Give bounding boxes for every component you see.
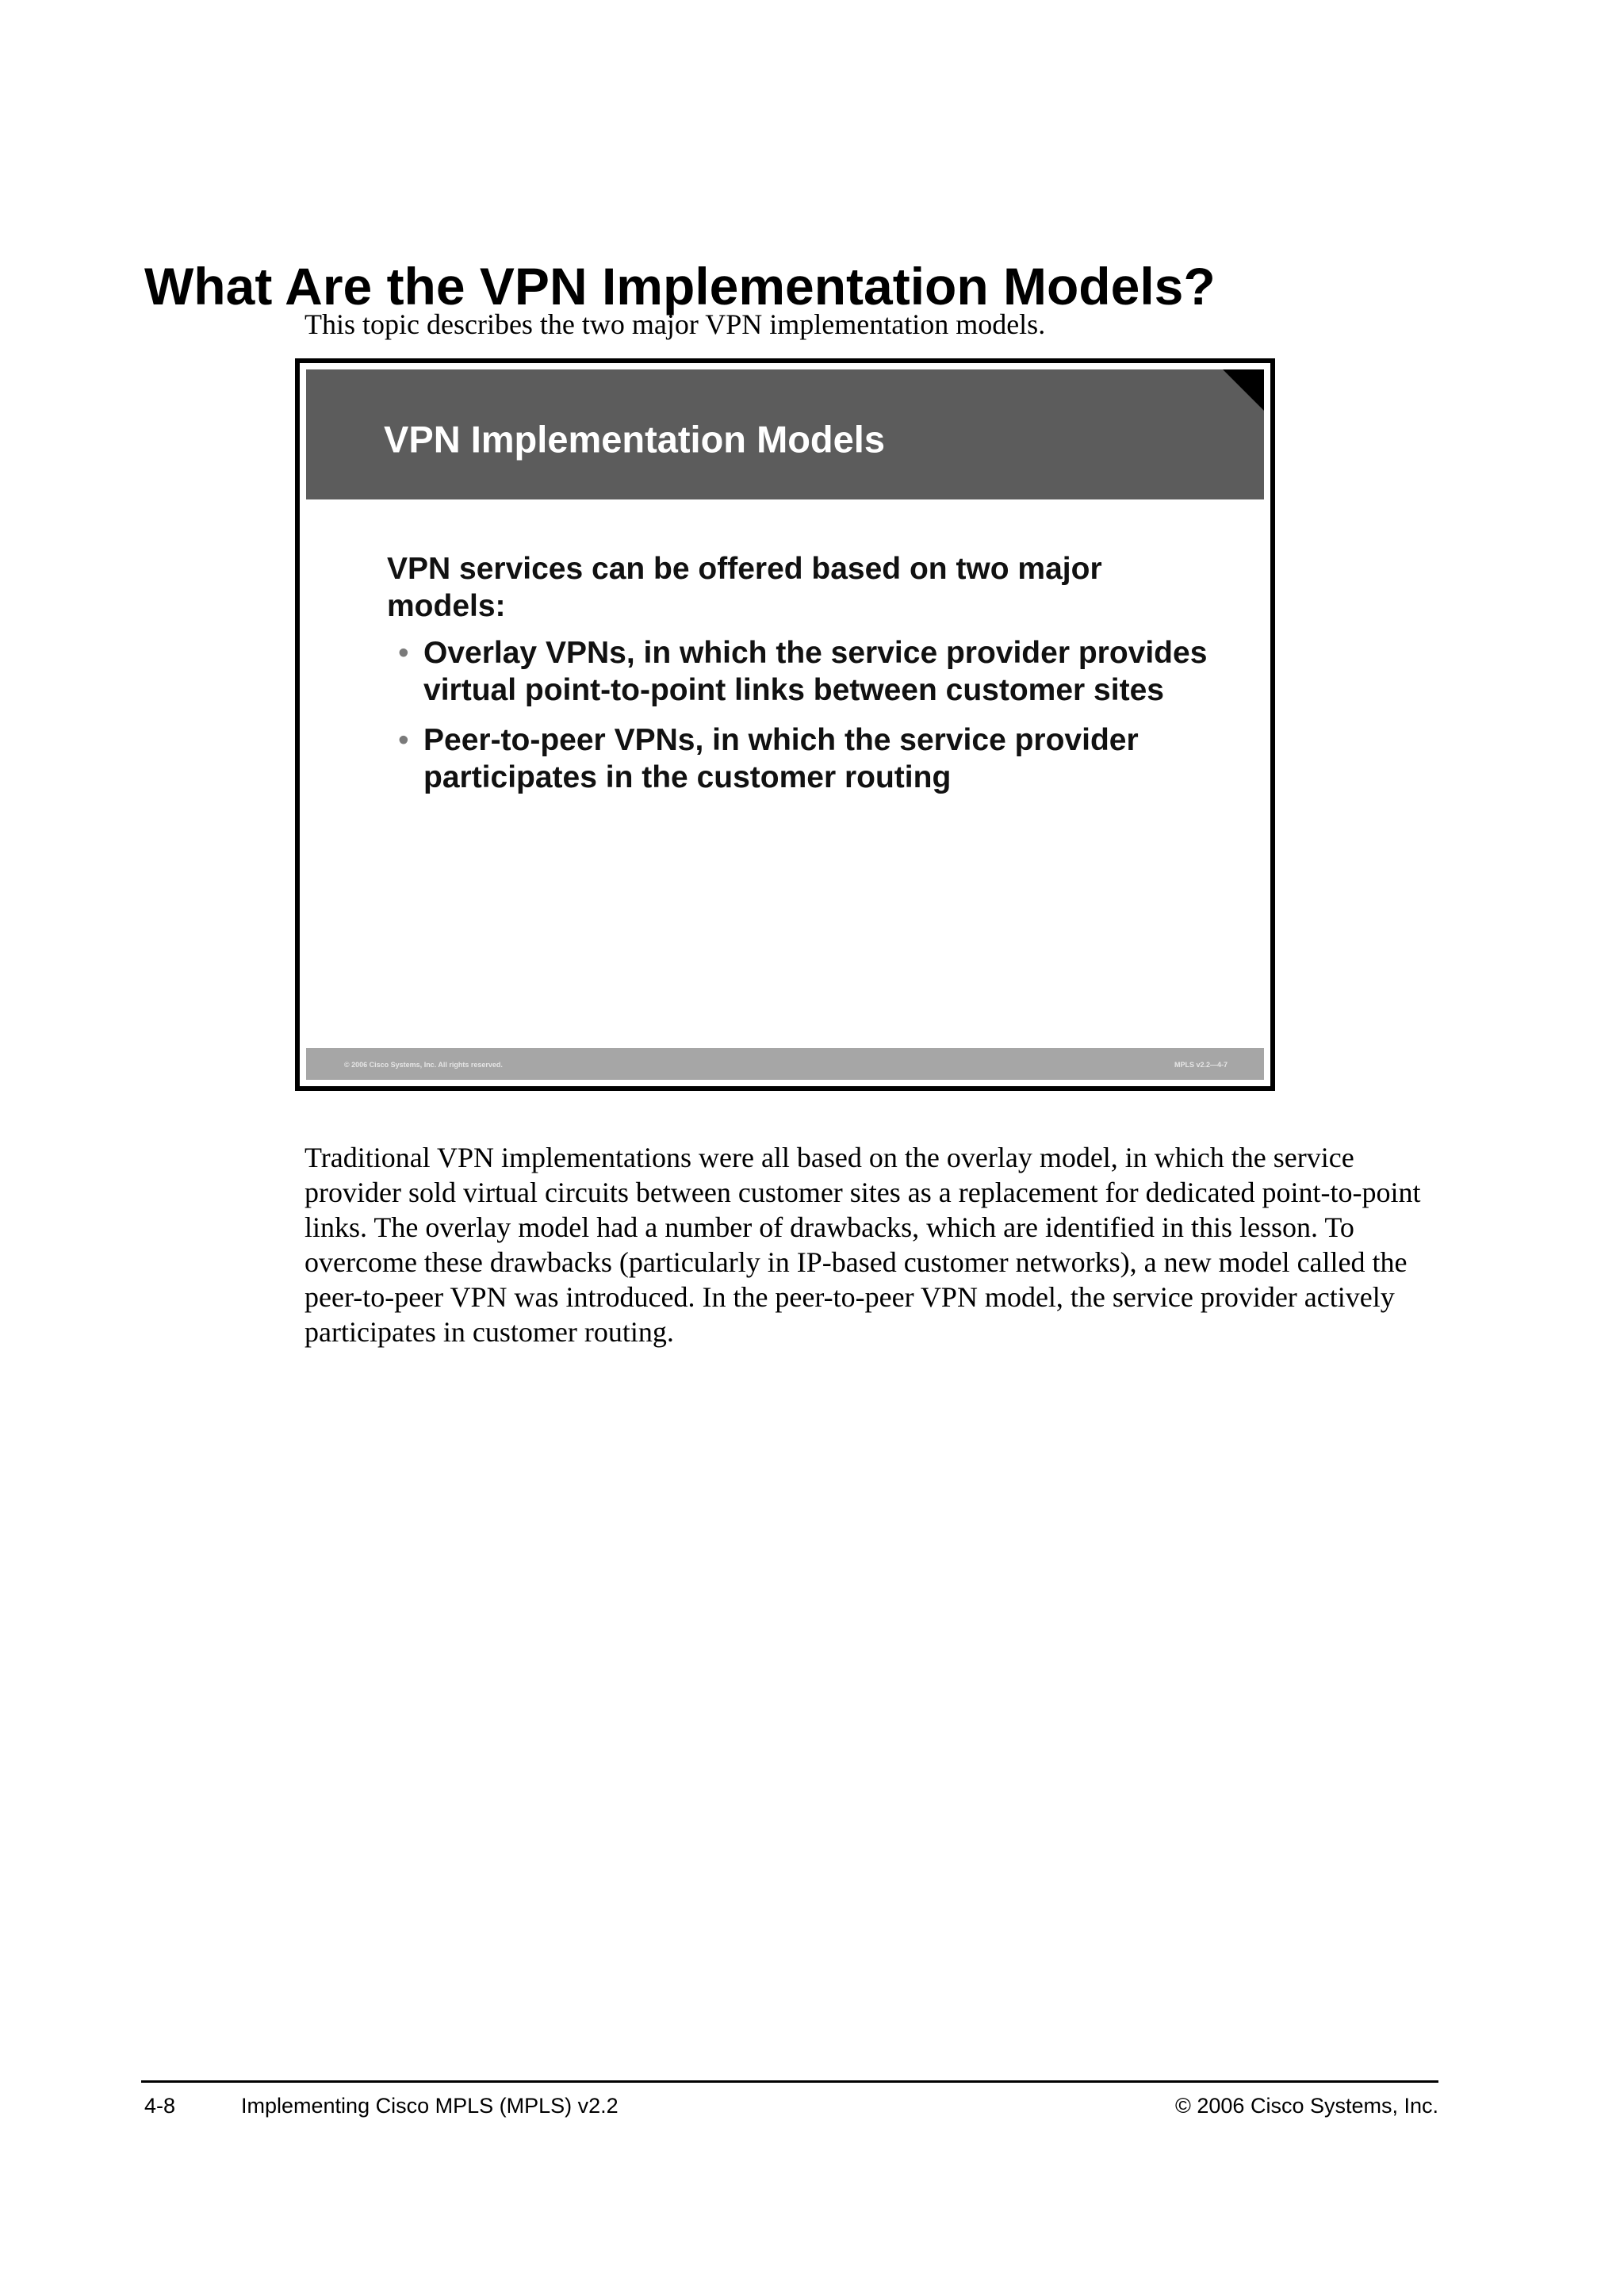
- footer-page-number: 4-8: [144, 2094, 176, 2118]
- footer-course-title: Implementing Cisco MPLS (MPLS) v2.2: [241, 2094, 619, 2118]
- body-paragraph: Traditional VPN implementations were all based on the overlay model, in which the service provider sold virtual circuits between customer sites as a replacement for dedicated point-to-point links. The overlay model had a number of drawbacks, which are identified in this lesson. To overcome these drawbacks (particularly in IP-based customer networks), a new model called the peer-to-peer VPN was introduced. In the peer-to-peer VPN model, the service provider actively participates in customer routing.: [304, 1142, 1421, 1348]
- slide-body: [387, 550, 1212, 809]
- slide-bullet-text: Overlay VPNs, in which the service provider provides virtual point-to-point links between customer sites: [423, 636, 1208, 707]
- slide-header: [306, 369, 1264, 499]
- slide-code: MPLS v2.2—4-7: [1174, 1061, 1228, 1069]
- slide-bullet-list: [387, 634, 1212, 796]
- slide: [306, 369, 1264, 1080]
- slide-footer: [306, 1048, 1264, 1080]
- bullet-icon: •: [398, 636, 409, 670]
- footer-rule: [141, 2080, 1438, 2083]
- page-title: What Are the VPN Implementation Models?: [144, 257, 1216, 316]
- slide-bullet: [387, 721, 1212, 796]
- slide-lead: VPN services can be offered based on two major models:: [387, 552, 1102, 623]
- slide-bullet: [387, 634, 1212, 709]
- slide-corner-mark: [1223, 369, 1264, 411]
- bullet-icon: •: [398, 723, 409, 757]
- slide-title: VPN Implementation Models: [384, 418, 885, 461]
- topic-intro: This topic describes the two major VPN implementation models.: [304, 308, 1046, 340]
- footer-copyright: © 2006 Cisco Systems, Inc.: [1174, 2094, 1438, 2118]
- slide-copyright: © 2006 Cisco Systems, Inc. All rights reserved.: [344, 1061, 503, 1069]
- slide-frame: [295, 358, 1275, 1091]
- slide-bullet-text: Peer-to-peer VPNs, in which the service provider participates in the customer routing: [423, 723, 1139, 794]
